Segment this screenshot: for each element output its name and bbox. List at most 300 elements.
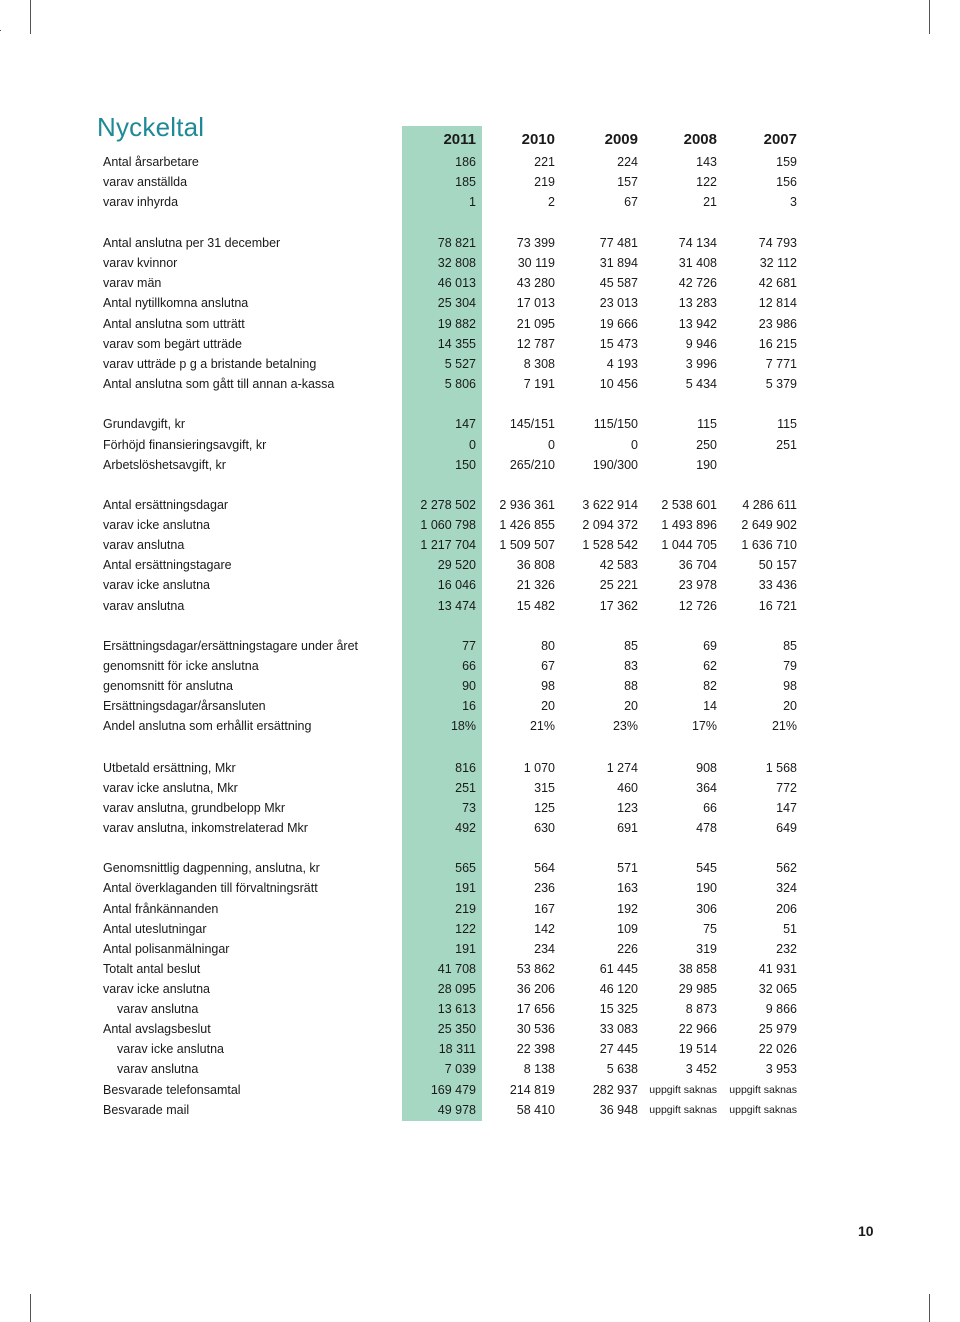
value-cell-2009: 20: [624, 699, 638, 713]
table-row: [0, 799, 960, 817]
value-cell-2010: 98: [541, 679, 555, 693]
row-label: Förhöjd finansieringsavgift, kr: [103, 438, 267, 452]
value-cell-2009: 83: [624, 659, 638, 673]
value-cell-2008: 66: [703, 801, 717, 815]
table-row: [0, 1101, 960, 1119]
row-label: Antal avslagsbeslut: [103, 1022, 211, 1036]
value-cell-2010: 315: [534, 781, 555, 795]
row-label: varav anställda: [103, 175, 188, 189]
value-cell-2011: 19 882: [437, 317, 476, 331]
value-cell-2009: 61 445: [599, 962, 638, 976]
value-cell-2008: 3 996: [685, 357, 717, 371]
value-cell-2010: 36 206: [516, 982, 555, 996]
table-row: [0, 1040, 960, 1058]
value-cell-2007: 98: [783, 679, 797, 693]
value-cell-2011: 13 613: [437, 1002, 476, 1016]
value-cell-2007: 3 953: [765, 1062, 797, 1076]
row-label: Antal nytillkomna anslutna: [103, 296, 249, 310]
value-cell-2010: 36 808: [516, 558, 555, 572]
value-cell-2008: 13 942: [678, 317, 717, 331]
value-cell-2009: 190/300: [592, 458, 638, 472]
page-number: 10: [858, 1223, 874, 1239]
value-cell-2009: 23 013: [599, 296, 638, 310]
value-cell-2009: 224: [617, 155, 638, 169]
value-cell-2009: 67: [624, 195, 638, 209]
value-cell-2010: 234: [534, 942, 555, 956]
table-row: [0, 1060, 960, 1078]
value-cell-2010: 1 509 507: [499, 538, 555, 552]
row-label: Ersättningsdagar/ersättningstagare under året: [103, 639, 359, 653]
value-cell-2009: 31 894: [599, 256, 638, 270]
row-label: Antal polisanmälningar: [103, 942, 230, 956]
value-cell-2011: 1 060 798: [420, 518, 476, 532]
value-cell-2011: 49 978: [437, 1103, 476, 1117]
row-label: Antal ersättningsdagar: [103, 498, 229, 512]
value-cell-2007: 147: [776, 801, 797, 815]
value-cell-2008: 5 434: [685, 377, 717, 391]
value-cell-2007: 42 681: [758, 276, 797, 290]
value-cell-2009: 226: [617, 942, 638, 956]
value-cell-2010: 214 819: [509, 1083, 555, 1097]
value-cell-2007: 9 866: [765, 1002, 797, 1016]
value-cell-2010: 7 191: [523, 377, 555, 391]
row-label: Totalt antal beslut: [103, 962, 201, 976]
value-cell-2007: 16 721: [758, 599, 797, 613]
value-cell-2007: 51: [783, 922, 797, 936]
year-header: 2010: [521, 131, 555, 148]
value-cell-2009: 46 120: [599, 982, 638, 996]
row-label: Antal årsarbetare: [103, 155, 199, 169]
value-cell-2011: 122: [455, 922, 476, 936]
value-cell-2009: 157: [617, 175, 638, 189]
value-cell-2007: 23 986: [758, 317, 797, 331]
table-row: [0, 516, 960, 534]
value-cell-2008: 122: [696, 175, 717, 189]
value-cell-2010: 15 482: [516, 599, 555, 613]
table-row: [0, 697, 960, 715]
value-cell-2010: 1 070: [523, 761, 555, 775]
value-cell-2008: 8 873: [685, 1002, 717, 1016]
year-header-row: [0, 131, 960, 151]
value-cell-2008: 143: [696, 155, 717, 169]
value-cell-2011: 16: [462, 699, 476, 713]
table-row: [0, 294, 960, 312]
value-cell-2008: 82: [703, 679, 717, 693]
value-cell-2010: 12 787: [516, 337, 555, 351]
value-cell-2009: 42 583: [599, 558, 638, 572]
value-cell-2007: 251: [776, 438, 797, 452]
table-row: [0, 637, 960, 655]
value-cell-2008: 364: [696, 781, 717, 795]
value-cell-2009: 115/150: [593, 417, 638, 431]
table-row: [0, 234, 960, 252]
row-label: Besvarade mail: [103, 1103, 190, 1117]
value-cell-2011: 186: [455, 155, 476, 169]
value-cell-2008: 306: [696, 902, 717, 916]
table-row: [0, 556, 960, 574]
value-cell-2007: 5 379: [765, 377, 797, 391]
value-cell-2009: 571: [617, 861, 638, 875]
crop-mark-top-right: [929, 0, 930, 34]
value-cell-2009: 15 473: [599, 337, 638, 351]
value-cell-2008: 31 408: [678, 256, 717, 270]
value-cell-2007: 115: [777, 417, 797, 431]
value-cell-2011: 5 527: [444, 357, 476, 371]
value-cell-2009: 282 937: [592, 1083, 638, 1097]
value-cell-2011: 1 217 704: [420, 538, 476, 552]
row-label: varav icke anslutna: [103, 982, 211, 996]
table-row: [0, 879, 960, 897]
row-label: varav män: [103, 276, 162, 290]
row-label: varav inhyrda: [103, 195, 179, 209]
value-cell-2010: 21%: [529, 719, 555, 733]
value-cell-2010: 17 013: [516, 296, 555, 310]
value-cell-2007: 32 065: [758, 982, 797, 996]
value-cell-2011: 18 311: [438, 1042, 476, 1056]
value-cell-2011: 78 821: [437, 236, 476, 250]
table-row: [0, 335, 960, 353]
table-row: [0, 900, 960, 918]
value-cell-2008: 9 946: [685, 337, 717, 351]
table-row: [0, 779, 960, 797]
table-row: [0, 980, 960, 998]
value-cell-2009: 460: [617, 781, 638, 795]
table-row: [0, 759, 960, 777]
value-cell-2010: 236: [534, 881, 555, 895]
value-cell-2008: 22 966: [678, 1022, 717, 1036]
value-cell-2010: 30 119: [517, 256, 555, 270]
value-cell-2010: 564: [534, 861, 555, 875]
value-cell-2010: 58 410: [516, 1103, 555, 1117]
value-cell-2008: 74 134: [678, 236, 717, 250]
value-cell-2008: 29 985: [678, 982, 717, 996]
table-row: [0, 436, 960, 454]
value-cell-2007: 159: [776, 155, 797, 169]
value-cell-2007: 21%: [771, 719, 797, 733]
value-cell-2011: 816: [455, 761, 476, 775]
value-cell-2010: 30 536: [516, 1022, 555, 1036]
value-cell-2008: 2 538 601: [661, 498, 717, 512]
crop-mark-bottom-right: [929, 1294, 930, 1322]
value-cell-2011: 147: [455, 417, 476, 431]
crop-mark-top-left: [30, 0, 31, 34]
value-cell-2010: 8 308: [523, 357, 555, 371]
table-row: [0, 274, 960, 292]
value-cell-2010: 21 326: [516, 578, 555, 592]
value-cell-2010: 0: [548, 438, 555, 452]
value-cell-2008: 62: [703, 659, 717, 673]
value-cell-2008: 75: [703, 922, 717, 936]
value-cell-2007: 649: [776, 821, 797, 835]
value-cell-2011: 16 046: [437, 578, 476, 592]
value-cell-2011: 1: [469, 195, 476, 209]
value-cell-2010: 22 398: [516, 1042, 555, 1056]
value-cell-2008: 3 452: [685, 1062, 717, 1076]
value-cell-2008: 250: [696, 438, 717, 452]
row-label: varav kvinnor: [103, 256, 178, 270]
crop-mark-top-left-h: [0, 30, 1, 31]
value-cell-2009: 5 638: [606, 1062, 638, 1076]
value-cell-2008: 69: [703, 639, 717, 653]
row-label: varav anslutna, grundbelopp Mkr: [103, 801, 286, 815]
value-cell-2007: 206: [776, 902, 797, 916]
row-label: Antal uteslutningar: [103, 922, 207, 936]
value-cell-2009: 85: [624, 639, 638, 653]
value-cell-2009: 1 274: [606, 761, 638, 775]
value-cell-2011: 32 808: [437, 256, 476, 270]
table-row: [0, 677, 960, 695]
row-label: varav anslutna: [103, 538, 185, 552]
value-cell-2011: 25 350: [437, 1022, 476, 1036]
value-cell-2008: 115: [697, 417, 717, 431]
value-cell-2007: 12 814: [758, 296, 797, 310]
value-cell-2011: 219: [455, 902, 476, 916]
table-row: [0, 960, 960, 978]
value-cell-2007: 156: [776, 175, 797, 189]
value-cell-2011: 25 304: [437, 296, 476, 310]
value-cell-2007: 22 026: [758, 1042, 797, 1056]
value-cell-2011: 90: [462, 679, 476, 693]
value-cell-2011: 2 278 502: [420, 498, 476, 512]
row-label: varav som begärt utträde: [103, 337, 242, 351]
year-header: 2008: [683, 131, 717, 148]
value-cell-2009: 1 528 542: [582, 538, 638, 552]
value-cell-2010: 21 095: [516, 317, 555, 331]
value-cell-2007: 2 649 902: [741, 518, 797, 532]
table-row: [0, 1000, 960, 1018]
value-cell-2009: 15 325: [599, 1002, 638, 1016]
value-cell-2007: 16 215: [758, 337, 797, 351]
value-cell-2008: 42 726: [678, 276, 717, 290]
value-cell-2010: 1 426 855: [499, 518, 555, 532]
row-label: varav anslutna, inkomstrelaterad Mkr: [103, 821, 308, 835]
value-cell-2007: 772: [776, 781, 797, 795]
value-cell-2008: 12 726: [678, 599, 717, 613]
table-row: [0, 1081, 960, 1099]
value-cell-2007: 32 112: [759, 256, 797, 270]
table-row: [0, 717, 960, 735]
value-cell-2009: 33 083: [599, 1022, 638, 1036]
row-label: Antal överklaganden till förvaltningsrätt: [103, 881, 318, 895]
value-cell-2008: 13 283: [678, 296, 717, 310]
row-label: Utbetald ersättning, Mkr: [103, 761, 236, 775]
table-row: [0, 920, 960, 938]
value-cell-2008: 908: [696, 761, 717, 775]
value-cell-2010: 221: [534, 155, 555, 169]
table-row: [0, 254, 960, 272]
value-cell-2009: 3 622 914: [582, 498, 638, 512]
year-header: 2009: [604, 131, 638, 148]
row-label: varav icke anslutna: [103, 578, 211, 592]
value-cell-2010: 43 280: [516, 276, 555, 290]
table-row: [0, 193, 960, 211]
value-cell-2009: 163: [617, 881, 638, 895]
value-cell-2007: 3: [790, 195, 797, 209]
value-cell-2010: 265/210: [509, 458, 555, 472]
value-cell-2008: 190: [696, 458, 717, 472]
row-label: varav anslutna: [103, 599, 185, 613]
value-cell-2007: 1 636 710: [741, 538, 797, 552]
value-cell-2010: 8 138: [523, 1062, 555, 1076]
value-cell-2009: 0: [631, 438, 638, 452]
value-cell-2010: 53 862: [516, 962, 555, 976]
value-cell-2011: 29 520: [437, 558, 476, 572]
table-row: [0, 315, 960, 333]
value-cell-2007: uppgift saknas: [729, 1084, 797, 1096]
value-cell-2007: 33 436: [758, 578, 797, 592]
value-cell-2008: uppgift saknas: [649, 1104, 717, 1116]
value-cell-2010: 17 656: [516, 1002, 555, 1016]
value-cell-2009: 23%: [612, 719, 638, 733]
value-cell-2009: 4 193: [606, 357, 638, 371]
value-cell-2009: 25 221: [599, 578, 638, 592]
value-cell-2011: 66: [462, 659, 476, 673]
value-cell-2011: 46 013: [437, 276, 476, 290]
value-cell-2011: 251: [455, 781, 476, 795]
value-cell-2011: 73: [462, 801, 476, 815]
value-cell-2010: 20: [541, 699, 555, 713]
row-label: varav utträde p g a bristande betalning: [103, 357, 317, 371]
value-cell-2007: 1 568: [765, 761, 797, 775]
value-cell-2009: 19 666: [599, 317, 638, 331]
value-cell-2011: 14 355: [437, 337, 476, 351]
row-label: Antal anslutna per 31 december: [103, 236, 281, 250]
value-cell-2007: 20: [783, 699, 797, 713]
value-cell-2007: 79: [783, 659, 797, 673]
value-cell-2009: 2 094 372: [582, 518, 638, 532]
row-label: varav anslutna: [117, 1062, 199, 1076]
table-row: [0, 657, 960, 675]
table-row: [0, 597, 960, 615]
table-row: [0, 456, 960, 474]
value-cell-2009: 45 587: [599, 276, 638, 290]
row-label: genomsnitt för anslutna: [103, 679, 233, 693]
value-cell-2011: 150: [455, 458, 476, 472]
table-row: [0, 496, 960, 514]
row-label: Antal anslutna som gått till annan a-kassa: [103, 377, 335, 391]
value-cell-2010: 125: [534, 801, 555, 815]
value-cell-2007: 50 157: [758, 558, 797, 572]
value-cell-2007: 562: [776, 861, 797, 875]
value-cell-2009: 77 481: [599, 236, 638, 250]
value-cell-2008: 21: [703, 195, 717, 209]
table-row: [0, 576, 960, 594]
value-cell-2007: 7 771: [765, 357, 797, 371]
value-cell-2007: 41 931: [758, 962, 797, 976]
table-row: [0, 940, 960, 958]
value-cell-2010: 219: [534, 175, 555, 189]
table-row: [0, 355, 960, 373]
value-cell-2008: 478: [696, 821, 717, 835]
table-row: [0, 819, 960, 837]
value-cell-2010: 67: [541, 659, 555, 673]
row-label: Grundavgift, kr: [103, 417, 185, 431]
value-cell-2011: 492: [455, 821, 476, 835]
value-cell-2008: 1 044 705: [661, 538, 717, 552]
table-row: [0, 153, 960, 171]
value-cell-2010: 80: [541, 639, 555, 653]
value-cell-2011: 18%: [450, 719, 476, 733]
table-row: [0, 1020, 960, 1038]
value-cell-2009: 109: [617, 922, 638, 936]
year-header: 2011: [443, 131, 476, 148]
value-cell-2007: 85: [783, 639, 797, 653]
value-cell-2007: uppgift saknas: [729, 1104, 797, 1116]
crop-mark-bottom-left: [30, 1294, 31, 1322]
table-row: [0, 859, 960, 877]
value-cell-2010: 73 399: [516, 236, 555, 250]
value-cell-2010: 167: [534, 902, 555, 916]
row-label: Andel anslutna som erhållit ersättning: [103, 719, 312, 733]
value-cell-2009: 10 456: [599, 377, 638, 391]
value-cell-2011: 0: [469, 438, 476, 452]
value-cell-2010: 145/151: [509, 417, 555, 431]
row-label: Antal anslutna som utträtt: [103, 317, 245, 331]
value-cell-2011: 77: [462, 639, 476, 653]
value-cell-2011: 191: [455, 881, 476, 895]
value-cell-2009: 36 948: [599, 1103, 638, 1117]
row-label: Genomsnittlig dagpenning, anslutna, kr: [103, 861, 320, 875]
row-label: Antal ersättningstagare: [103, 558, 232, 572]
value-cell-2011: 185: [455, 175, 476, 189]
value-cell-2007: 74 793: [758, 236, 797, 250]
value-cell-2008: 1 493 896: [661, 518, 717, 532]
value-cell-2011: 169 479: [430, 1083, 476, 1097]
value-cell-2009: 88: [624, 679, 638, 693]
row-label: genomsnitt för icke anslutna: [103, 659, 259, 673]
value-cell-2011: 5 806: [444, 377, 476, 391]
value-cell-2008: 190: [696, 881, 717, 895]
value-cell-2007: 4 286 611: [742, 498, 797, 512]
value-cell-2010: 142: [534, 922, 555, 936]
page-title: Nyckeltal: [97, 112, 205, 142]
row-label: varav icke anslutna: [117, 1042, 225, 1056]
year-header: 2007: [763, 131, 797, 148]
value-cell-2011: 191: [455, 942, 476, 956]
value-cell-2009: 691: [617, 821, 638, 835]
table-row: [0, 415, 960, 433]
value-cell-2007: 324: [776, 881, 797, 895]
value-cell-2010: 630: [534, 821, 555, 835]
value-cell-2009: 27 445: [599, 1042, 638, 1056]
value-cell-2009: 192: [617, 902, 638, 916]
value-cell-2010: 2: [548, 195, 555, 209]
value-cell-2009: 17 362: [599, 599, 638, 613]
value-cell-2009: 123: [617, 801, 638, 815]
value-cell-2008: uppgift saknas: [649, 1084, 717, 1096]
value-cell-2011: 7 039: [444, 1062, 476, 1076]
value-cell-2008: 19 514: [678, 1042, 717, 1056]
value-cell-2008: 319: [696, 942, 717, 956]
row-label: Besvarade telefonsamtal: [103, 1083, 241, 1097]
value-cell-2011: 13 474: [437, 599, 476, 613]
value-cell-2008: 545: [696, 861, 717, 875]
value-cell-2008: 23 978: [678, 578, 717, 592]
value-cell-2008: 36 704: [678, 558, 717, 572]
value-cell-2011: 41 708: [437, 962, 476, 976]
value-cell-2007: 25 979: [758, 1022, 797, 1036]
row-label: varav anslutna: [117, 1002, 199, 1016]
value-cell-2008: 14: [703, 699, 717, 713]
value-cell-2011: 565: [455, 861, 476, 875]
table-row: [0, 173, 960, 191]
row-label: Arbetslöshetsavgift, kr: [103, 458, 226, 472]
row-label: Antal frånkännanden: [103, 902, 219, 916]
value-cell-2010: 2 936 361: [499, 498, 555, 512]
table-row: [0, 375, 960, 393]
row-label: varav icke anslutna, Mkr: [103, 781, 238, 795]
value-cell-2007: 232: [776, 942, 797, 956]
